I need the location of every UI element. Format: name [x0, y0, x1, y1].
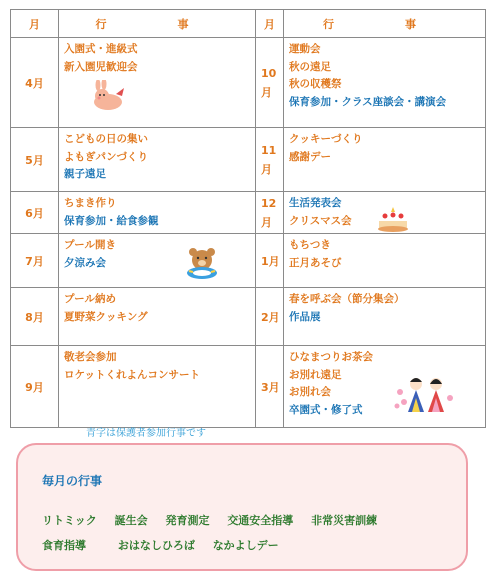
month-cell-left: 7月 [11, 234, 59, 288]
table-header-row [11, 10, 486, 38]
event-item: クリスマス会 [289, 214, 352, 227]
event-item: 親子遠足 [64, 168, 106, 180]
event-item: 正月あそび [289, 256, 342, 269]
event-item: ちまき作り [64, 197, 117, 209]
events-cell-left [59, 234, 256, 288]
event-item: こどもの日の集い [64, 133, 148, 145]
month-cell-right: 11 月 [256, 128, 284, 192]
event-item: 春を呼ぶ会（節分集会） [289, 293, 405, 305]
month-cell-left: 9月 [11, 346, 59, 428]
event-item: 敬老会参加 [64, 351, 117, 363]
monthly-event: リトミック [42, 514, 97, 527]
month-cell-right: 10 月 [256, 38, 284, 128]
event-item: 卒園式・修了式 [289, 403, 363, 416]
month-header-left: 月 [11, 10, 59, 38]
event-item: 運動会 [289, 43, 321, 55]
monthly-event: 食育指導 [42, 539, 86, 552]
events-cell-left [59, 346, 256, 428]
month-cell-right: 1月 [256, 234, 284, 288]
event-item: お別れ遠足 [289, 368, 342, 381]
schedule-row [11, 38, 486, 128]
bear-illustration [184, 245, 220, 281]
rabbit-illustration [88, 80, 128, 112]
events-header-right: 行 事 [284, 10, 486, 38]
event-item: お別れ会 [289, 386, 331, 398]
event-item: 保育参加・給食参観 [64, 214, 159, 227]
events-cell-right [284, 128, 486, 192]
month-cell-left: 5月 [11, 128, 59, 192]
event-item: 新入園児歓迎会 [64, 60, 138, 73]
events-cell-left [59, 288, 256, 346]
monthly-events-box [16, 443, 468, 571]
monthly-events-title: 毎月の行事 [42, 474, 103, 488]
event-item: クッキーづくり [289, 133, 363, 145]
event-item: よもぎパンづくり [64, 150, 148, 163]
cake-illustration [376, 205, 410, 233]
events-cell-right [284, 288, 486, 346]
event-item: 夏野菜クッキング [64, 310, 148, 323]
event-item: プール開き [64, 239, 116, 251]
month-cell-right: 2月 [256, 288, 284, 346]
events-cell-left [59, 192, 256, 234]
event-item: 保育参加・クラス座談会・講演会 [289, 95, 447, 108]
parent-participation-note: 青字は保護者参加行事です [86, 428, 206, 439]
event-item: 生活発表会 [289, 197, 342, 209]
schedule-row [11, 128, 486, 192]
events-cell-right [284, 234, 486, 288]
schedule-row [11, 288, 486, 346]
hina-dolls-illustration [392, 372, 458, 412]
annual-schedule-table [10, 9, 486, 428]
event-item: ひなまつりお茶会 [289, 351, 373, 363]
event-item: 秋の遠足 [289, 60, 331, 73]
monthly-events-line-1 [42, 512, 391, 528]
month-header-right: 月 [256, 10, 284, 38]
month-cell-left: 8月 [11, 288, 59, 346]
monthly-event: おはなしひろば [117, 539, 195, 552]
month-cell-right: 12 月 [256, 192, 284, 234]
event-item: 感謝デー [289, 150, 331, 163]
monthly-events-line-2 [42, 537, 293, 553]
event-item: ロケットくれよんコンサート [64, 368, 200, 381]
monthly-event: なかよしデー [212, 539, 279, 552]
events-header-left: 行 事 [59, 10, 256, 38]
monthly-event: 非常災害訓練 [311, 514, 378, 527]
event-item: 秋の収穫祭 [289, 78, 342, 90]
monthly-event: 誕生会 [114, 514, 148, 527]
events-cell-left [59, 128, 256, 192]
event-item: 夕涼み会 [64, 256, 106, 269]
monthly-event: 交通安全指導 [227, 514, 294, 527]
event-item: もちつき [289, 239, 331, 251]
monthly-event: 発育測定 [165, 514, 210, 527]
event-item: 作品展 [289, 310, 321, 323]
month-cell-right: 3月 [256, 346, 284, 428]
schedule-row [11, 234, 486, 288]
event-item: プール納め [64, 293, 116, 305]
schedule-row [11, 192, 486, 234]
event-item: 入園式・進級式 [64, 43, 138, 55]
events-cell-right [284, 38, 486, 128]
month-cell-left: 6月 [11, 192, 59, 234]
month-cell-left: 4月 [11, 38, 59, 128]
